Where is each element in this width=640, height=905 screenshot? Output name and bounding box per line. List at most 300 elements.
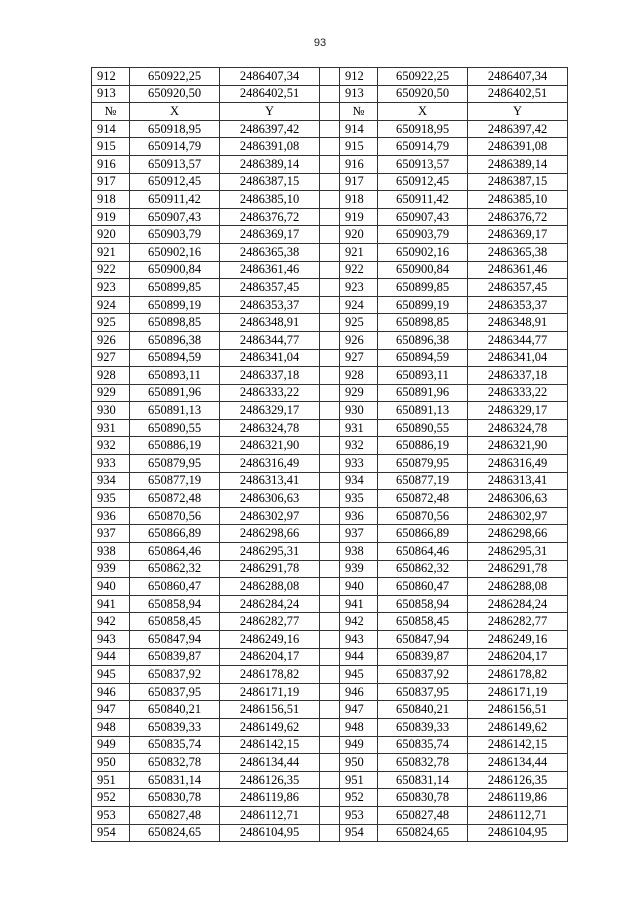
table-row bbox=[92, 455, 568, 473]
point-number-cell: 944 bbox=[340, 648, 378, 666]
x-coordinate-cell: 650839,33 bbox=[130, 718, 220, 736]
y-coordinate-cell: 2486348,91 bbox=[220, 314, 320, 332]
x-coordinate-cell: 650899,85 bbox=[130, 279, 220, 297]
spacer-cell bbox=[320, 243, 340, 261]
point-number-cell: 952 bbox=[92, 789, 130, 807]
x-coordinate-cell: 650872,48 bbox=[378, 490, 468, 508]
table-row bbox=[92, 279, 568, 297]
point-number-cell: 920 bbox=[340, 226, 378, 244]
table-row bbox=[92, 120, 568, 138]
point-number-cell: 927 bbox=[92, 349, 130, 367]
x-coordinate-cell: 650893,11 bbox=[378, 367, 468, 385]
y-coordinate-cell: 2486353,37 bbox=[220, 296, 320, 314]
table-row bbox=[92, 806, 568, 824]
y-coordinate-cell: 2486284,24 bbox=[220, 595, 320, 613]
point-number-cell: 920 bbox=[92, 226, 130, 244]
point-number-cell: 943 bbox=[92, 631, 130, 649]
x-coordinate-cell: 650912,45 bbox=[378, 173, 468, 191]
table-row bbox=[92, 683, 568, 701]
x-coordinate-cell: 650860,47 bbox=[130, 578, 220, 596]
x-coordinate-cell: 650832,78 bbox=[378, 754, 468, 772]
x-coordinate-cell: 650914,79 bbox=[130, 138, 220, 156]
point-number-cell: 948 bbox=[340, 718, 378, 736]
spacer-cell bbox=[320, 384, 340, 402]
y-coordinate-cell: 2486295,31 bbox=[468, 543, 568, 561]
spacer-cell bbox=[320, 666, 340, 684]
x-coordinate-cell: 650827,48 bbox=[130, 806, 220, 824]
point-number-cell: 928 bbox=[340, 367, 378, 385]
y-coordinate-cell: 2486321,90 bbox=[220, 437, 320, 455]
x-coordinate-cell: 650839,87 bbox=[378, 648, 468, 666]
y-coordinate-cell: 2486402,51 bbox=[220, 85, 320, 103]
y-coordinate-cell: 2486376,72 bbox=[220, 208, 320, 226]
spacer-cell bbox=[320, 367, 340, 385]
x-coordinate-cell: 650824,65 bbox=[130, 824, 220, 842]
spacer-cell bbox=[320, 226, 340, 244]
point-number-cell: 951 bbox=[340, 771, 378, 789]
point-number-cell: 915 bbox=[340, 138, 378, 156]
x-coordinate-cell: 650879,95 bbox=[378, 455, 468, 473]
y-coordinate-cell: 2486178,82 bbox=[468, 666, 568, 684]
y-coordinate-cell: 2486348,91 bbox=[468, 314, 568, 332]
page-number: 93 bbox=[313, 37, 327, 49]
x-coordinate-cell: 650862,32 bbox=[130, 560, 220, 578]
x-coordinate-cell: 650891,96 bbox=[378, 384, 468, 402]
y-coordinate-cell: 2486344,77 bbox=[220, 331, 320, 349]
spacer-cell bbox=[320, 543, 340, 561]
x-coordinate-cell: 650837,95 bbox=[378, 683, 468, 701]
table-row bbox=[92, 208, 568, 226]
point-number-cell: 923 bbox=[92, 279, 130, 297]
point-number-cell: 921 bbox=[340, 243, 378, 261]
y-coordinate-cell: 2486387,15 bbox=[220, 173, 320, 191]
point-number-cell: 930 bbox=[340, 402, 378, 420]
point-number-cell: 953 bbox=[92, 806, 130, 824]
y-coordinate-cell: 2486171,19 bbox=[468, 683, 568, 701]
y-coordinate-cell: 2486333,22 bbox=[468, 384, 568, 402]
x-coordinate-cell: 650890,55 bbox=[130, 419, 220, 437]
spacer-cell bbox=[320, 701, 340, 719]
table-row bbox=[92, 472, 568, 490]
x-coordinate-cell: 650847,94 bbox=[378, 631, 468, 649]
y-coordinate-cell: 2486391,08 bbox=[468, 138, 568, 156]
spacer-cell bbox=[320, 208, 340, 226]
x-coordinate-cell: 650893,11 bbox=[130, 367, 220, 385]
x-coordinate-cell: 650898,85 bbox=[378, 314, 468, 332]
point-number-cell: 948 bbox=[92, 718, 130, 736]
x-coordinate-cell: 650830,78 bbox=[378, 789, 468, 807]
point-number-cell: 949 bbox=[340, 736, 378, 754]
point-number-cell: 929 bbox=[340, 384, 378, 402]
point-number-cell: 918 bbox=[92, 191, 130, 209]
table-row bbox=[92, 367, 568, 385]
point-number-cell: 938 bbox=[340, 543, 378, 561]
point-number-cell: 954 bbox=[340, 824, 378, 842]
y-coordinate-cell: 2486365,38 bbox=[468, 243, 568, 261]
y-coordinate-cell: 2486291,78 bbox=[220, 560, 320, 578]
x-coordinate-cell: 650840,21 bbox=[130, 701, 220, 719]
x-coordinate-cell: 650900,84 bbox=[378, 261, 468, 279]
y-coordinate-cell: 2486357,45 bbox=[220, 279, 320, 297]
y-coordinate-cell: 2486387,15 bbox=[468, 173, 568, 191]
x-coordinate-cell: 650837,92 bbox=[378, 666, 468, 684]
x-coordinate-cell: 650899,19 bbox=[378, 296, 468, 314]
x-coordinate-cell: 650862,32 bbox=[378, 560, 468, 578]
y-coordinate-cell: 2486204,17 bbox=[220, 648, 320, 666]
x-coordinate-cell: 650832,78 bbox=[130, 754, 220, 772]
point-number-cell: 928 bbox=[92, 367, 130, 385]
point-number-cell: 923 bbox=[340, 279, 378, 297]
point-number-cell: 919 bbox=[340, 208, 378, 226]
x-coordinate-cell: 650918,95 bbox=[130, 120, 220, 138]
point-number-cell: 917 bbox=[92, 173, 130, 191]
spacer-cell bbox=[320, 455, 340, 473]
point-number-cell: 951 bbox=[92, 771, 130, 789]
y-coordinate-cell: 2486344,77 bbox=[468, 331, 568, 349]
y-coordinate-cell: 2486104,95 bbox=[220, 824, 320, 842]
point-number-cell: 915 bbox=[92, 138, 130, 156]
x-coordinate-cell: 650899,85 bbox=[378, 279, 468, 297]
x-coordinate-cell: 650890,55 bbox=[378, 419, 468, 437]
y-coordinate-cell: 2486389,14 bbox=[220, 155, 320, 173]
coordinates-table bbox=[91, 67, 568, 842]
point-number-cell: 919 bbox=[92, 208, 130, 226]
spacer-cell bbox=[320, 437, 340, 455]
x-coordinate-cell: 650896,38 bbox=[130, 331, 220, 349]
x-coordinate-cell: 650913,57 bbox=[130, 155, 220, 173]
y-coordinate-cell: 2486134,44 bbox=[468, 754, 568, 772]
point-number-cell: 944 bbox=[92, 648, 130, 666]
spacer-cell bbox=[320, 754, 340, 772]
table-row bbox=[92, 754, 568, 772]
point-number-cell: 954 bbox=[92, 824, 130, 842]
y-coordinate-cell: 2486385,10 bbox=[468, 191, 568, 209]
point-number-cell: 945 bbox=[92, 666, 130, 684]
point-number-cell: 925 bbox=[340, 314, 378, 332]
y-coordinate-cell: 2486313,41 bbox=[468, 472, 568, 490]
table-row bbox=[92, 543, 568, 561]
x-coordinate-cell: 650860,47 bbox=[378, 578, 468, 596]
point-number-cell: 924 bbox=[340, 296, 378, 314]
y-coordinate-cell: 2486365,38 bbox=[220, 243, 320, 261]
point-number-cell: 913 bbox=[92, 85, 130, 103]
header-y-cell: Y bbox=[468, 103, 568, 121]
x-coordinate-cell: 650891,13 bbox=[130, 402, 220, 420]
y-coordinate-cell: 2486156,51 bbox=[220, 701, 320, 719]
y-coordinate-cell: 2486407,34 bbox=[468, 68, 568, 86]
x-coordinate-cell: 650872,48 bbox=[130, 490, 220, 508]
table-row bbox=[92, 771, 568, 789]
spacer-cell bbox=[320, 578, 340, 596]
point-number-cell: 939 bbox=[92, 560, 130, 578]
point-number-cell: 941 bbox=[92, 595, 130, 613]
point-number-cell: 937 bbox=[340, 525, 378, 543]
x-coordinate-cell: 650870,56 bbox=[378, 507, 468, 525]
point-number-cell: 934 bbox=[92, 472, 130, 490]
y-coordinate-cell: 2486171,19 bbox=[220, 683, 320, 701]
table-row bbox=[92, 173, 568, 191]
y-coordinate-cell: 2486324,78 bbox=[220, 419, 320, 437]
y-coordinate-cell: 2486156,51 bbox=[468, 701, 568, 719]
y-coordinate-cell: 2486316,49 bbox=[220, 455, 320, 473]
y-coordinate-cell: 2486134,44 bbox=[220, 754, 320, 772]
x-coordinate-cell: 650903,79 bbox=[130, 226, 220, 244]
x-coordinate-cell: 650914,79 bbox=[378, 138, 468, 156]
x-coordinate-cell: 650864,46 bbox=[378, 543, 468, 561]
x-coordinate-cell: 650847,94 bbox=[130, 631, 220, 649]
y-coordinate-cell: 2486324,78 bbox=[468, 419, 568, 437]
header-x-cell: X bbox=[378, 103, 468, 121]
x-coordinate-cell: 650902,16 bbox=[378, 243, 468, 261]
x-coordinate-cell: 650837,92 bbox=[130, 666, 220, 684]
point-number-cell: 927 bbox=[340, 349, 378, 367]
table-row bbox=[92, 701, 568, 719]
point-number-cell: 913 bbox=[340, 85, 378, 103]
table-row bbox=[92, 718, 568, 736]
y-coordinate-cell: 2486376,72 bbox=[468, 208, 568, 226]
y-coordinate-cell: 2486204,17 bbox=[468, 648, 568, 666]
table-row bbox=[92, 68, 568, 86]
y-coordinate-cell: 2486385,10 bbox=[220, 191, 320, 209]
y-coordinate-cell: 2486149,62 bbox=[468, 718, 568, 736]
y-coordinate-cell: 2486142,15 bbox=[468, 736, 568, 754]
x-coordinate-cell: 650922,25 bbox=[378, 68, 468, 86]
y-coordinate-cell: 2486249,16 bbox=[468, 631, 568, 649]
table-row bbox=[92, 419, 568, 437]
x-coordinate-cell: 650827,48 bbox=[378, 806, 468, 824]
x-coordinate-cell: 650900,84 bbox=[130, 261, 220, 279]
x-coordinate-cell: 650891,13 bbox=[378, 402, 468, 420]
table-row bbox=[92, 631, 568, 649]
table-row bbox=[92, 507, 568, 525]
x-coordinate-cell: 650824,65 bbox=[378, 824, 468, 842]
x-coordinate-cell: 650886,19 bbox=[130, 437, 220, 455]
point-number-cell: 912 bbox=[340, 68, 378, 86]
point-number-cell: 942 bbox=[92, 613, 130, 631]
spacer-cell bbox=[320, 507, 340, 525]
y-coordinate-cell: 2486178,82 bbox=[220, 666, 320, 684]
x-coordinate-cell: 650902,16 bbox=[130, 243, 220, 261]
spacer-cell bbox=[320, 402, 340, 420]
x-coordinate-cell: 650839,33 bbox=[378, 718, 468, 736]
x-coordinate-cell: 650907,43 bbox=[378, 208, 468, 226]
point-number-cell: 942 bbox=[340, 613, 378, 631]
y-coordinate-cell: 2486313,41 bbox=[220, 472, 320, 490]
y-coordinate-cell: 2486341,04 bbox=[468, 349, 568, 367]
point-number-cell: 938 bbox=[92, 543, 130, 561]
point-number-cell: 921 bbox=[92, 243, 130, 261]
y-coordinate-cell: 2486329,17 bbox=[220, 402, 320, 420]
table-row bbox=[92, 613, 568, 631]
spacer-cell bbox=[320, 472, 340, 490]
table-row bbox=[92, 437, 568, 455]
table-row bbox=[92, 155, 568, 173]
y-coordinate-cell: 2486402,51 bbox=[468, 85, 568, 103]
point-number-cell: 922 bbox=[340, 261, 378, 279]
spacer-cell bbox=[320, 490, 340, 508]
y-coordinate-cell: 2486353,37 bbox=[468, 296, 568, 314]
table-row bbox=[92, 648, 568, 666]
spacer-cell bbox=[320, 683, 340, 701]
x-coordinate-cell: 650839,87 bbox=[130, 648, 220, 666]
spacer-cell bbox=[320, 68, 340, 86]
x-coordinate-cell: 650903,79 bbox=[378, 226, 468, 244]
point-number-cell: 931 bbox=[340, 419, 378, 437]
point-number-cell: 912 bbox=[92, 68, 130, 86]
y-coordinate-cell: 2486337,18 bbox=[220, 367, 320, 385]
header-y-cell: Y bbox=[220, 103, 320, 121]
y-coordinate-cell: 2486295,31 bbox=[220, 543, 320, 561]
spacer-cell bbox=[320, 718, 340, 736]
x-coordinate-cell: 650911,42 bbox=[378, 191, 468, 209]
table-row bbox=[92, 402, 568, 420]
point-number-cell: 939 bbox=[340, 560, 378, 578]
y-coordinate-cell: 2486389,14 bbox=[468, 155, 568, 173]
spacer-cell bbox=[320, 789, 340, 807]
x-coordinate-cell: 650891,96 bbox=[130, 384, 220, 402]
x-coordinate-cell: 650858,94 bbox=[378, 595, 468, 613]
y-coordinate-cell: 2486337,18 bbox=[468, 367, 568, 385]
table-row bbox=[92, 578, 568, 596]
table-row bbox=[92, 85, 568, 103]
x-coordinate-cell: 650858,94 bbox=[130, 595, 220, 613]
x-coordinate-cell: 650877,19 bbox=[378, 472, 468, 490]
point-number-cell: 922 bbox=[92, 261, 130, 279]
y-coordinate-cell: 2486298,66 bbox=[468, 525, 568, 543]
header-num-cell: № bbox=[92, 103, 130, 121]
spacer-cell bbox=[320, 120, 340, 138]
y-coordinate-cell: 2486298,66 bbox=[220, 525, 320, 543]
x-coordinate-cell: 650918,95 bbox=[378, 120, 468, 138]
point-number-cell: 916 bbox=[92, 155, 130, 173]
table-row bbox=[92, 490, 568, 508]
x-coordinate-cell: 650898,85 bbox=[130, 314, 220, 332]
point-number-cell: 931 bbox=[92, 419, 130, 437]
point-number-cell: 930 bbox=[92, 402, 130, 420]
table-row bbox=[92, 384, 568, 402]
y-coordinate-cell: 2486306,63 bbox=[220, 490, 320, 508]
spacer-cell bbox=[320, 314, 340, 332]
point-number-cell: 950 bbox=[340, 754, 378, 772]
point-number-cell: 926 bbox=[92, 331, 130, 349]
table-row bbox=[92, 261, 568, 279]
point-number-cell: 943 bbox=[340, 631, 378, 649]
spacer-cell bbox=[320, 155, 340, 173]
point-number-cell: 918 bbox=[340, 191, 378, 209]
x-coordinate-cell: 650911,42 bbox=[130, 191, 220, 209]
y-coordinate-cell: 2486391,08 bbox=[220, 138, 320, 156]
y-coordinate-cell: 2486397,42 bbox=[220, 120, 320, 138]
header-num-cell: № bbox=[340, 103, 378, 121]
table-row bbox=[92, 525, 568, 543]
spacer-cell bbox=[320, 279, 340, 297]
point-number-cell: 936 bbox=[340, 507, 378, 525]
spacer-cell bbox=[320, 173, 340, 191]
y-coordinate-cell: 2486291,78 bbox=[468, 560, 568, 578]
spacer-cell bbox=[320, 85, 340, 103]
point-number-cell: 946 bbox=[92, 683, 130, 701]
spacer-cell bbox=[320, 138, 340, 156]
spacer-cell bbox=[320, 595, 340, 613]
point-number-cell: 933 bbox=[340, 455, 378, 473]
y-coordinate-cell: 2486104,95 bbox=[468, 824, 568, 842]
point-number-cell: 953 bbox=[340, 806, 378, 824]
table-row bbox=[92, 314, 568, 332]
table-row bbox=[92, 243, 568, 261]
y-coordinate-cell: 2486288,08 bbox=[220, 578, 320, 596]
point-number-cell: 941 bbox=[340, 595, 378, 613]
x-coordinate-cell: 650913,57 bbox=[378, 155, 468, 173]
y-coordinate-cell: 2486119,86 bbox=[468, 789, 568, 807]
y-coordinate-cell: 2486282,77 bbox=[220, 613, 320, 631]
spacer-cell bbox=[320, 613, 340, 631]
x-coordinate-cell: 650922,25 bbox=[130, 68, 220, 86]
y-coordinate-cell: 2486407,34 bbox=[220, 68, 320, 86]
point-number-cell: 935 bbox=[340, 490, 378, 508]
point-number-cell: 932 bbox=[340, 437, 378, 455]
x-coordinate-cell: 650866,89 bbox=[378, 525, 468, 543]
y-coordinate-cell: 2486306,63 bbox=[468, 490, 568, 508]
x-coordinate-cell: 650866,89 bbox=[130, 525, 220, 543]
y-coordinate-cell: 2486249,16 bbox=[220, 631, 320, 649]
point-number-cell: 947 bbox=[92, 701, 130, 719]
x-coordinate-cell: 650886,19 bbox=[378, 437, 468, 455]
point-number-cell: 936 bbox=[92, 507, 130, 525]
point-number-cell: 940 bbox=[340, 578, 378, 596]
y-coordinate-cell: 2486112,71 bbox=[468, 806, 568, 824]
y-coordinate-cell: 2486316,49 bbox=[468, 455, 568, 473]
x-coordinate-cell: 650912,45 bbox=[130, 173, 220, 191]
spacer-cell bbox=[320, 631, 340, 649]
point-number-cell: 925 bbox=[92, 314, 130, 332]
table-row bbox=[92, 595, 568, 613]
spacer-cell bbox=[320, 296, 340, 314]
y-coordinate-cell: 2486112,71 bbox=[220, 806, 320, 824]
x-coordinate-cell: 650830,78 bbox=[130, 789, 220, 807]
x-coordinate-cell: 650877,19 bbox=[130, 472, 220, 490]
spacer-cell bbox=[320, 191, 340, 209]
x-coordinate-cell: 650870,56 bbox=[130, 507, 220, 525]
y-coordinate-cell: 2486288,08 bbox=[468, 578, 568, 596]
point-number-cell: 917 bbox=[340, 173, 378, 191]
y-coordinate-cell: 2486361,46 bbox=[468, 261, 568, 279]
y-coordinate-cell: 2486302,97 bbox=[220, 507, 320, 525]
spacer-cell bbox=[320, 419, 340, 437]
y-coordinate-cell: 2486361,46 bbox=[220, 261, 320, 279]
point-number-cell: 926 bbox=[340, 331, 378, 349]
y-coordinate-cell: 2486282,77 bbox=[468, 613, 568, 631]
table-row bbox=[92, 736, 568, 754]
point-number-cell: 924 bbox=[92, 296, 130, 314]
point-number-cell: 940 bbox=[92, 578, 130, 596]
y-coordinate-cell: 2486369,17 bbox=[220, 226, 320, 244]
table-row bbox=[92, 666, 568, 684]
spacer-cell bbox=[320, 349, 340, 367]
x-coordinate-cell: 650858,45 bbox=[378, 613, 468, 631]
point-number-cell: 937 bbox=[92, 525, 130, 543]
x-coordinate-cell: 650899,19 bbox=[130, 296, 220, 314]
point-number-cell: 947 bbox=[340, 701, 378, 719]
y-coordinate-cell: 2486142,15 bbox=[220, 736, 320, 754]
y-coordinate-cell: 2486119,86 bbox=[220, 789, 320, 807]
point-number-cell: 950 bbox=[92, 754, 130, 772]
spacer-cell bbox=[320, 824, 340, 842]
y-coordinate-cell: 2486369,17 bbox=[468, 226, 568, 244]
y-coordinate-cell: 2486341,04 bbox=[220, 349, 320, 367]
header-x-cell: X bbox=[130, 103, 220, 121]
x-coordinate-cell: 650864,46 bbox=[130, 543, 220, 561]
spacer-cell bbox=[320, 103, 340, 121]
